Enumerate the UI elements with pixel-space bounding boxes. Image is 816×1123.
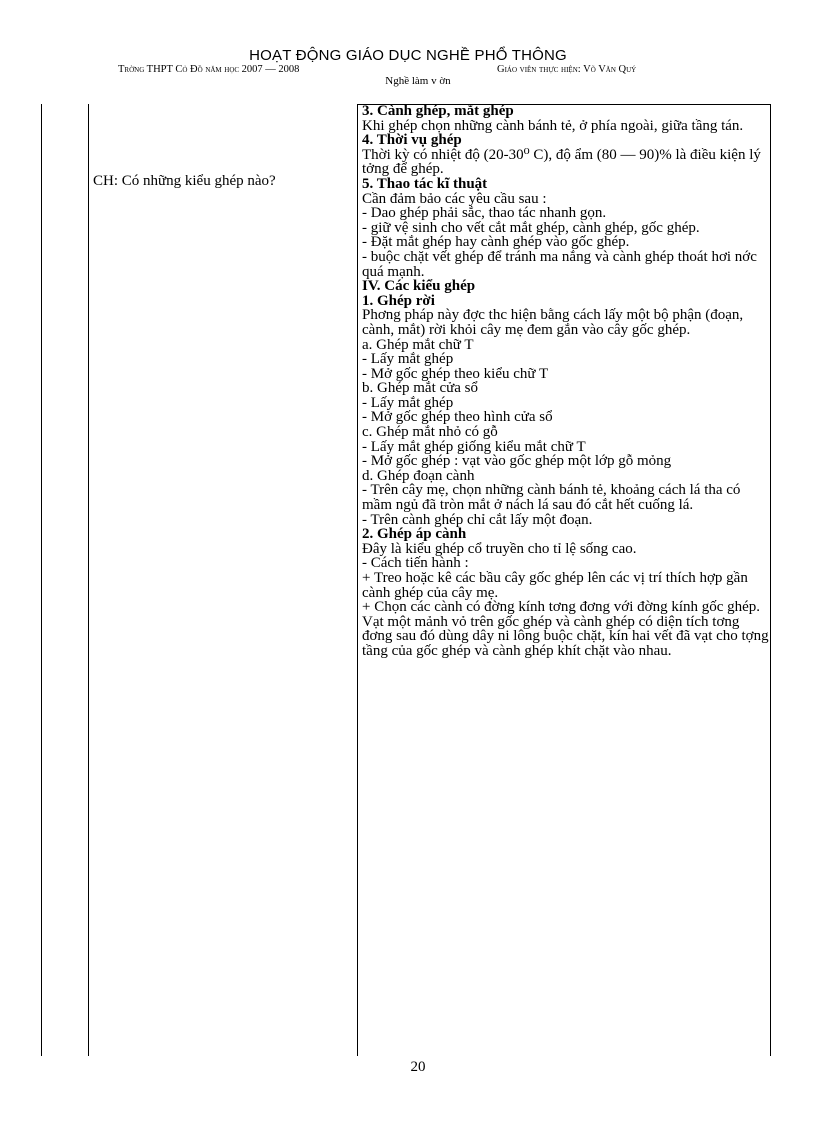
content-line: - buộc chặt vết ghép để tránh ma nắng và cành ghép thoát hơi nớc quá mạnh. xyxy=(362,248,757,280)
section-heading: 1. Ghép rời xyxy=(362,292,435,309)
content-line: - Mở gốc ghép : vạt vào gốc ghép một lớp gỗ mỏng xyxy=(362,453,672,470)
content-line: Thời kỳ có nhiệt độ (20-30⁰ C), độ ẩm (80 — 90)% là điều kiện lý tởng để ghép. xyxy=(362,146,761,178)
content-line: + Treo hoặc kê các bầu cây gốc ghép lên các vị trí thích hợp gần cành ghép của cây mẹ. xyxy=(362,570,748,601)
content-line: Cần đảm bảo các yêu cầu sau : xyxy=(362,190,547,207)
table-border-left xyxy=(41,104,42,1056)
section-heading: 2. Ghép áp cành xyxy=(362,526,467,543)
content-line: - Trên cành ghép chỉ cắt lấy một đoạn. xyxy=(362,511,593,528)
content-line: a. Ghép mắt chữ T xyxy=(362,336,474,353)
section-heading: 5. Thao tác kĩ thuật xyxy=(362,175,488,192)
content-line: - Lấy mắt ghép xyxy=(362,394,454,411)
content-line: Khi ghép chọn những cành bánh tẻ, ở phía ngoài, giữa tầng tán. xyxy=(362,117,744,134)
section-heading: 4. Thời vụ ghép xyxy=(362,132,462,149)
content-line: - Cách tiến hành : xyxy=(362,555,469,572)
content-line: - Lấy mắt ghép giống kiểu mắt chữ T xyxy=(362,438,586,455)
school-year: Trờng THPT Cỏ Đồ năm học 2007 — 2008 xyxy=(118,64,300,75)
content-line: - giữ vệ sinh cho vết cắt mắt ghép, cành ghép, gốc ghép. xyxy=(362,219,700,236)
header-info-line xyxy=(0,63,816,76)
teacher-name: Giáo viên thực hiện: Võ Văn Quý xyxy=(497,64,637,75)
page-header xyxy=(0,48,816,87)
content-line: Đây là kiểu ghép cổ truyền cho tỉ lệ sống cao. xyxy=(362,540,637,557)
content-line: c. Ghép mắt nhỏ có gỗ xyxy=(362,424,498,441)
content-line: d. Ghép đoạn cành xyxy=(362,467,475,484)
table-border-col2 xyxy=(357,104,358,1056)
content-line: b. Ghép mắt cửa sổ xyxy=(362,380,479,397)
section-heading: 3. Cành ghép, mắt ghép xyxy=(362,103,514,119)
content-line: - Dao ghép phải sắc, thao tác nhanh gọn. xyxy=(362,205,607,222)
content-line: Phơng pháp này đợc thc hiện bằng cách lấy một bộ phận (đoạn, cành, mắt) rời khỏi cây mẹ đem gắn vào cây gốc ghép. xyxy=(362,307,744,338)
content-cell xyxy=(362,104,770,659)
header-subtitle: Nghề làm v ờn xyxy=(385,75,451,87)
table-border-right xyxy=(770,104,771,1056)
table-border-col1 xyxy=(88,104,89,1056)
content-line: - Lấy mắt ghép xyxy=(362,351,454,368)
question-cell: CH: Có những kiểu ghép nào? xyxy=(93,173,276,189)
header-title: HOẠT ĐỘNG GIÁO DỤC NGHỀ PHỔ THÔNG xyxy=(249,47,567,64)
content-line: - Trên cây mẹ, chọn những cành bánh tẻ, khoảng cách lá tha có mầm ngủ đã tròn mắt ở nách lá sau đó cắt hết cuống lá. xyxy=(362,482,741,514)
content-line: - Đặt mắt ghép hay cành ghép vào gốc ghép. xyxy=(362,234,630,251)
section-heading: IV. Các kiểu ghép xyxy=(362,278,476,295)
page-number: 20 xyxy=(410,1059,426,1075)
content-line: - Mở gốc ghép theo kiểu chữ T xyxy=(362,365,549,382)
content-line: + Chọn các cành có đờng kính tơng đơng với đờng kính gốc ghép. Vạt một mảnh vỏ trên gốc ghép và cành ghép có diện tích tơng đơng sau đó dùng dây ni lông buộc chặt, kín hai vết đã vạt cho tợng tầng của gốc ghép và cành ghép khít chặt vào nhau. xyxy=(362,599,769,659)
content-line: - Mở gốc ghép theo hình cửa sổ xyxy=(362,409,553,426)
